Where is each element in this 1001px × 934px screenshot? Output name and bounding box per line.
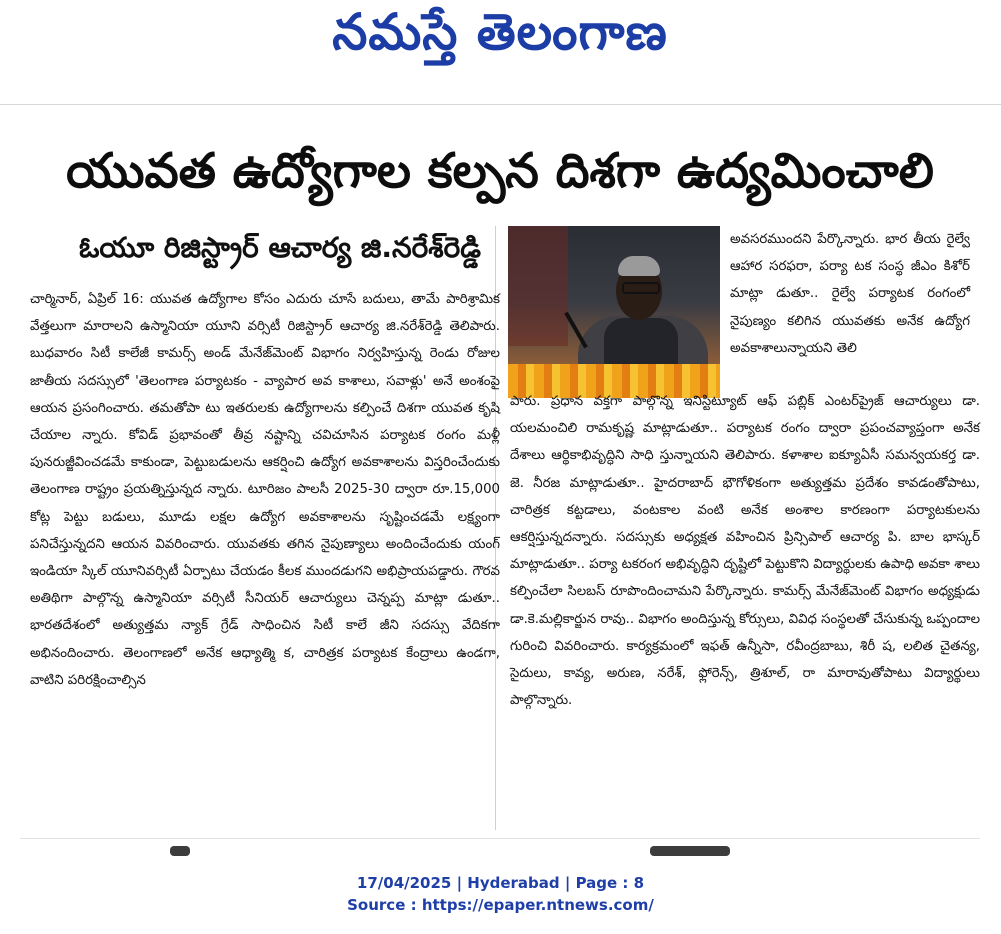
bottom-divider <box>20 838 980 839</box>
newspaper-logo: నమస్తే తెలంగాణ <box>332 2 668 61</box>
source-link[interactable]: Source : https://epaper.ntnews.com/ <box>347 896 654 914</box>
speaker-photo <box>508 226 720 398</box>
article-headline: యువత ఉద్యోగాల కల్పన దిశగా ఉద్యమించాలి <box>66 143 934 199</box>
article-body-right-column-top: అవసరముందని పేర్కొన్నారు. భార తీయ రైల్వే ఆహార సరఫరా, పర్యా టక సంస్థ జీఎం కిశోర్ మాట్లా డుతూ.. రైల్వే పర్యాటక రంగంలో నైపుణ్యం కలిగిన యువతకు అనేక ఉద్యోగ అవకాశాలున్నాయని తెలి <box>730 232 970 356</box>
cropped-next-article-fragment <box>170 846 190 856</box>
page-footer <box>0 872 1001 916</box>
article-body-right-column-bottom: పారు. ప్రధాన వక్తగా పాల్గొన్న ఇనిస్టిట్యూట్ ఆఫ్ పబ్లిక్ ఎంటర్‌ప్రైజ్ ఆచార్యులు డా. యలమంచిలి రామకృష్ణ మాట్లాడుతూ.. పర్యాటక రంగం ద్వారా ప్రపంచవ్యాప్తంగా అనేక దేశాలు ఆర్థికాభివృద్ధిని సాధి స్తున్నాయని తెలిపారు. కళాశాల ఐక్యూఏసీ సమన్వయకర్త డా. జె. నీరజ మాట్లాడుతూ.. హైదరాబాద్ భౌగోళికంగా అత్యుత్తమ ప్రదేశం కావడంతోపాటు, చారిత్రక కట్టడాలు, వంటకాల వంటి అనేక అంశాల కారణంగా పర్యాటకులను ఆకర్షిస్తున్నదన్నారు. సదస్సుకు అధ్యక్షత వహించిన ప్రిన్సిపాల్ ఆచార్య పి. బాల భాస్కర్ మాట్లాడుతూ.. పర్యా టకరంగ అభివృద్ధిని దృష్టిలో పెట్టుకొని విద్యార్థులకు ఉపాధి అవకా శాలు కల్పించేలా సిలబస్ రూపొందించామని పేర్కొన్నారు. కామర్స్ మేనేజ్‌మెంట్ విభాగం అధ్యక్షుడు డా.కె.మల్లికార్జున రావు.. విభాగం అందిస్తున్న కోర్సులు, వివిధ సంస్థలతో చేసుకున్న ఒప్పందాల గురించి వివరించారు. కార్యక్రమంలో ఇఫత్ ఉన్నీసా, రవీంద్రబాబు, శిరీ ష, లలిత చైతన్య, సైదులు, కావ్య, అరుణ, నరేశ్, ఫ్లోరెన్స్, త్రిశూల్, రా మారావుతోపాటు విద్యార్థులు పాల్గొన్నారు. <box>510 394 980 709</box>
article-body-left-column: చార్మినార్, ఏప్రిల్ 16: యువత ఉద్యోగాల కోసం ఎదురు చూసే బదులు, తామే పారిశ్రామిక వేత్తలుగా మారాలని ఉస్మానియా యూని వర్సిటీ రిజిస్ట్రార్ ఆచార్య జి.నరేశ్‌రెడ్డి తెలిపారు. బుధవారం సిటీ కాలేజీ కామర్స్ అండ్ మేనేజ్‌మెంట్ విభాగం నిర్వహిస్తున్న రెండు రోజుల జాతీయ సదస్సులో 'తెలంగాణ పర్యాటకం - వ్యాపార అవ కాశాలు, సవాళ్లు' అనే అంశంపై ఆయన ప్రసంగించారు. తమతోపా టు ఇతరులకు ఉద్యోగాలను కల్పించే దిశగా యువత కృషి చేయాల న్నారు. కోవిడ్ ప్రభావంతో తీవ్ర నష్టాన్ని చవిచూసిన పర్యాటక రంగం మళ్లీ పునరుజ్జీవించడమే కాకుండా, పెట్టుబడులను ఆకర్షించి ఉద్యోగ అవకాశాలను విస్తరించేందుకు తెలంగాణ రాష్ట్రం ప్రయత్నిస్తున్నద న్నారు. టూరిజం పాలసీ 2025-30 ద్వారా రూ.15,000 కోట్ల పెట్టు బడులు, మూడు లక్షల ఉద్యోగ అవకాశాలను సృష్టించడమే లక్ష్యంగా పనిచేస్తున్నదని ఆయన వివరించారు. యువతకు తగిన నైపుణ్యాలు అందించేందుకు యంగ్ ఇండియా స్కిల్ యూనివర్సిటీ ఏర్పాటు చేయడం కీలక ముందడుగని అభిప్రాయపడ్డారు. గౌరవ అతిథిగా పాల్గొన్న ఉస్మానియా వర్సిటీ సీనియర్ ఆచార్యులు చెన్నప్ప మాట్లా డుతూ.. భారతదేశంలో అత్యుత్తమ న్యాక్ గ్రేడ్ సాధించిన సిటీ కాలే జీని సదస్సు వేదికగా అభినందించారు. తెలంగాణలో అనేక ఆధ్యాత్మి క, చారిత్రక పర్యాటక కేంద్రాలు ఉండగా, వాటిని పరిరక్షించాల్సిన <box>30 292 500 688</box>
edition-info: 17/04/2025 | Hyderabad | Page : 8 <box>356 874 645 892</box>
cropped-next-article-fragment <box>650 846 730 856</box>
article-subhead: ఓయూ రిజిస్ట్రార్ ఆచార్య జి.నరేశ్‌రెడ్డి <box>78 231 482 264</box>
masthead <box>0 0 1001 105</box>
